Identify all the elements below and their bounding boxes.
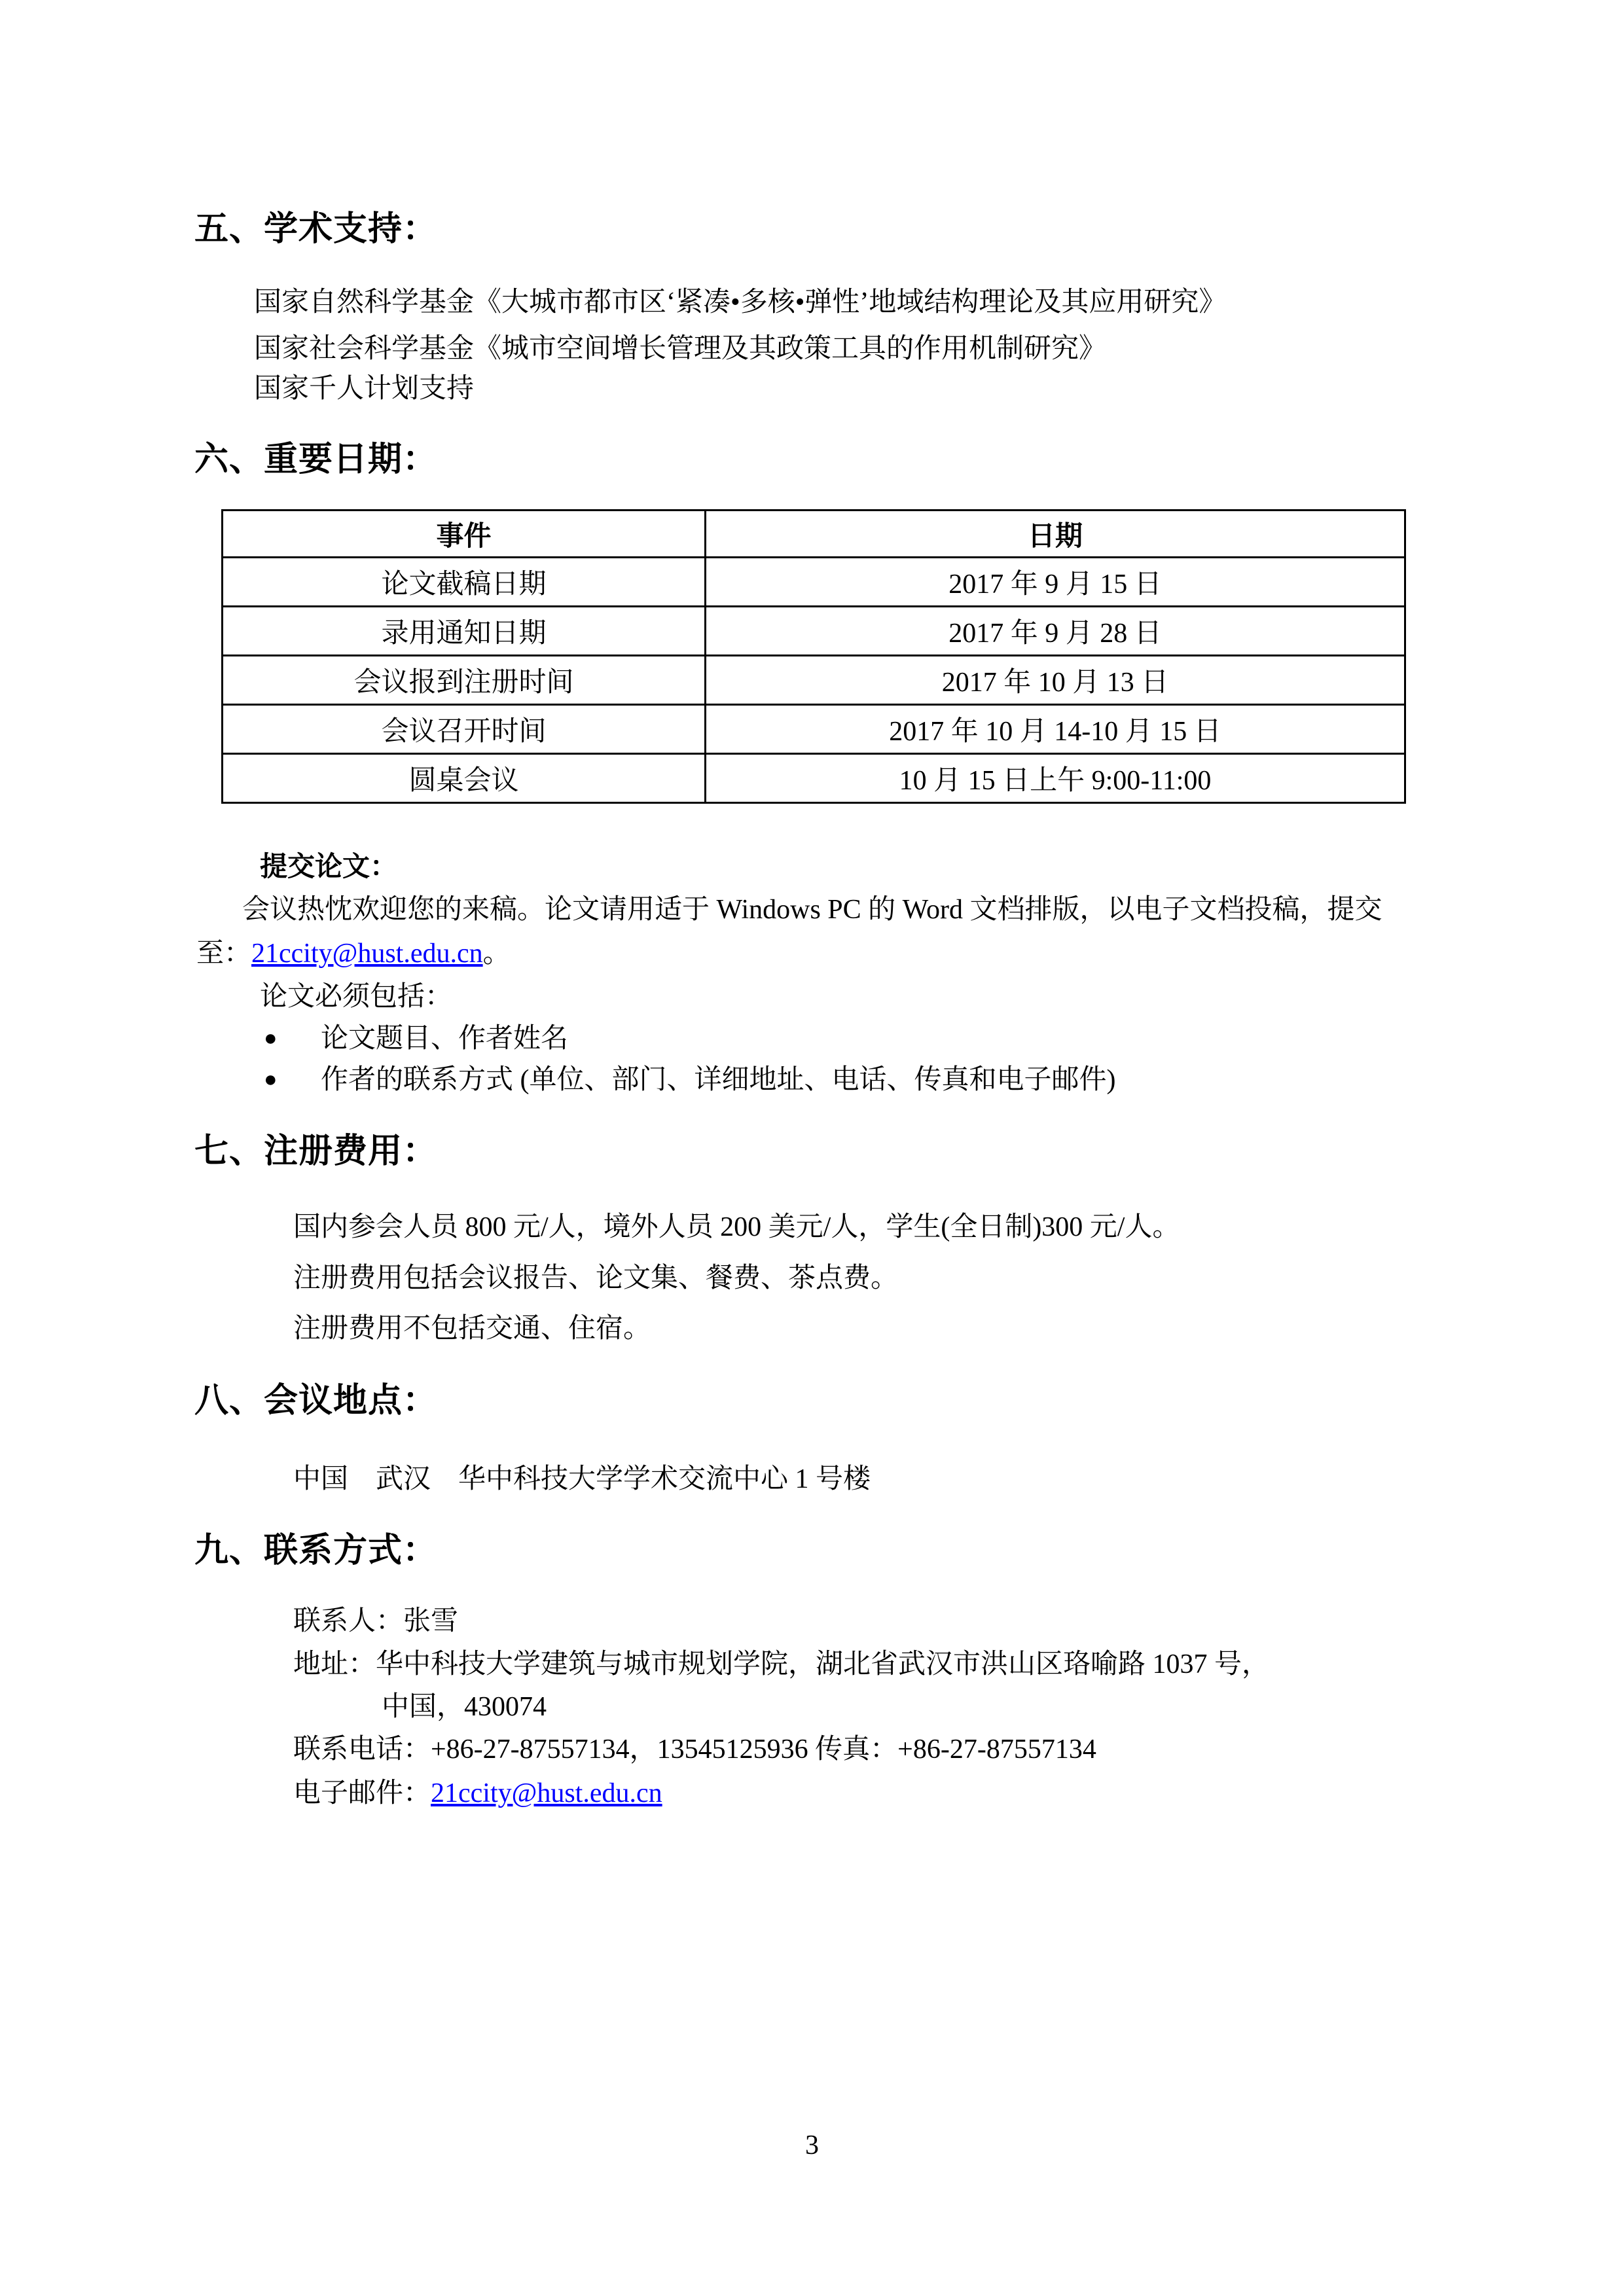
table-row bbox=[223, 656, 1405, 705]
fees-line-3: 注册费用不包括交通、住宿。 bbox=[293, 1314, 651, 1344]
section-heading-important-dates: 六、重要日期： bbox=[194, 440, 438, 479]
submission-line2-suffix: 。 bbox=[482, 939, 511, 969]
table-cell-date: 10 月 15 日上午 9:00-11:00 bbox=[706, 754, 1405, 803]
table-header-date: 日期 bbox=[706, 511, 1405, 558]
bullet-icon: ● bbox=[264, 1067, 278, 1092]
submission-email-link[interactable]: 21ccity@hust.edu.cn bbox=[251, 939, 483, 969]
submission-paragraph-line-1: 会议热忱欢迎您的来稿。论文请用适于 Windows PC 的 Word 文档排版，以电子文档投稿，提交 bbox=[242, 895, 1382, 925]
section-heading-contact: 九、联系方式： bbox=[194, 1531, 438, 1570]
table-row bbox=[223, 754, 1405, 803]
bullet-item bbox=[264, 1023, 568, 1054]
table-row bbox=[223, 607, 1405, 656]
fees-line-1: 国内参会人员 800 元/人，境外人员 200 美元/人，学生(全日制)300 元/人。 bbox=[293, 1212, 1180, 1242]
submission-paragraph-line-2 bbox=[196, 938, 511, 969]
must-include-label: 论文必须包括： bbox=[260, 982, 453, 1012]
table-row bbox=[223, 558, 1405, 607]
support-line-1: 国家自然科学基金《大城市都市区‘紧凑•多核•弹性’地域结构理论及其应用研究》 bbox=[254, 287, 1227, 317]
support-line-2: 国家社会科学基金《城市空间增长管理及其政策工具的作用机制研究》 bbox=[254, 334, 1107, 364]
table-cell-date: 2017 年 10 月 14-10 月 15 日 bbox=[706, 705, 1405, 754]
page-number: 3 bbox=[805, 2130, 819, 2161]
bullet-item bbox=[264, 1064, 1115, 1096]
contact-address-line-1: 地址：华中科技大学建筑与城市规划学院，湖北省武汉市洪山区珞喻路 1037 号， bbox=[293, 1649, 1270, 1679]
table-cell-date: 2017 年 10 月 13 日 bbox=[706, 656, 1405, 705]
table-row bbox=[223, 705, 1405, 754]
section-heading-venue: 八、会议地点： bbox=[194, 1381, 438, 1420]
table-header-event: 事件 bbox=[223, 511, 706, 558]
table-cell-event: 会议报到注册时间 bbox=[223, 656, 706, 705]
table-cell-date: 2017 年 9 月 28 日 bbox=[706, 607, 1405, 656]
table-cell-event: 录用通知日期 bbox=[223, 607, 706, 656]
contact-email-line bbox=[293, 1778, 662, 1809]
contact-person-line: 联系人：张雪 bbox=[293, 1606, 459, 1636]
table-cell-event: 圆桌会议 bbox=[223, 754, 706, 803]
bullet-text: 论文题目、作者姓名 bbox=[321, 1024, 569, 1054]
bullet-icon: ● bbox=[264, 1026, 278, 1050]
table-header-row bbox=[223, 511, 1405, 558]
table-cell-event: 论文截稿日期 bbox=[223, 558, 706, 607]
submission-subheading: 提交论文： bbox=[260, 852, 398, 882]
submission-line2-prefix: 至： bbox=[196, 939, 252, 969]
contact-address-line-2: 中国，430074 bbox=[382, 1692, 547, 1722]
support-line-3: 国家千人计划支持 bbox=[254, 374, 475, 404]
fees-line-2: 注册费用包括会议报告、论文集、餐费、茶点费。 bbox=[293, 1263, 899, 1293]
contact-phone-line: 联系电话：+86-27-87557134，13545125936 传真：+86-27-87557134 bbox=[293, 1734, 1096, 1765]
table-cell-date: 2017 年 9 月 15 日 bbox=[706, 558, 1405, 607]
contact-email-label: 电子邮件： bbox=[293, 1778, 431, 1808]
bullet-text: 作者的联系方式 (单位、部门、详细地址、电话、传真和电子邮件) bbox=[321, 1065, 1116, 1095]
section-heading-registration-fees: 七、注册费用： bbox=[194, 1132, 438, 1171]
section-heading-academic-support: 五、学术支持： bbox=[194, 209, 438, 249]
table-cell-event: 会议召开时间 bbox=[223, 705, 706, 754]
important-dates-table bbox=[221, 509, 1406, 804]
contact-email-link[interactable]: 21ccity@hust.edu.cn bbox=[431, 1778, 662, 1808]
venue-line: 中国 武汉 华中科技大学学术交流中心 1 号楼 bbox=[293, 1464, 871, 1494]
